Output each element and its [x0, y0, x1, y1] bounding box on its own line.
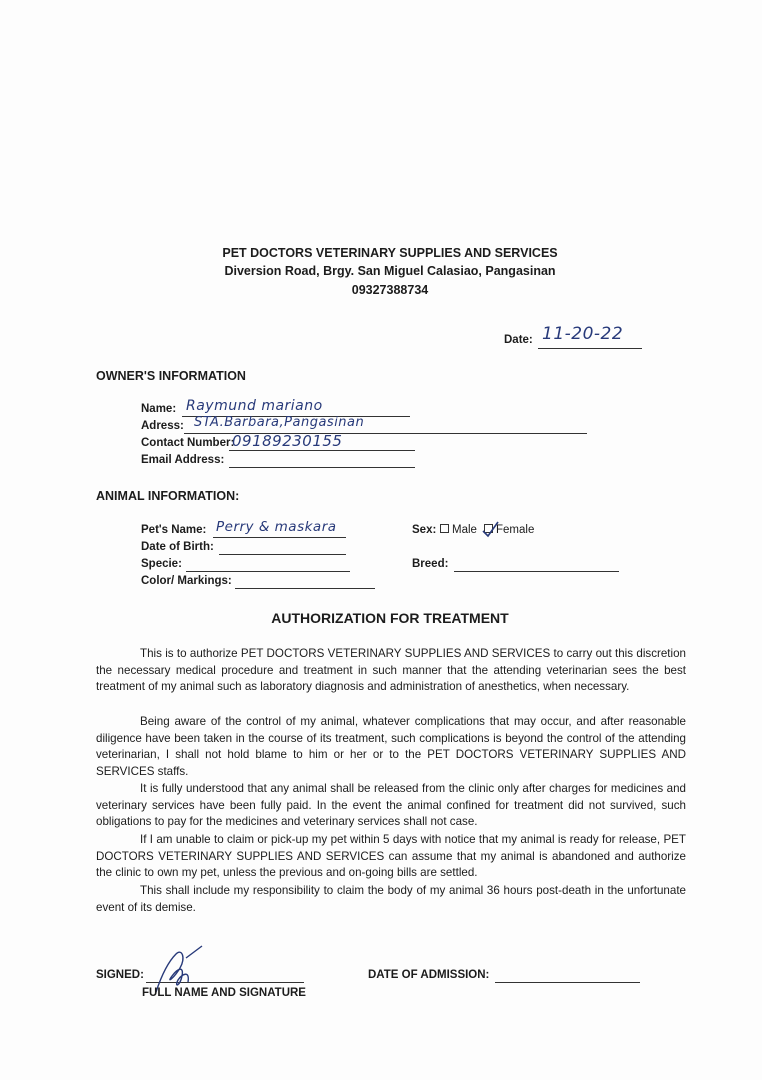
paragraph-3: It is fully understood that any animal shall be released from the clinic only after charges for medicines and veterinary services have been fully paid. In the event the animal confined for treatment did not survived, such obligations to pay for the medicines and veterinary services shall not case. — [96, 782, 686, 829]
specie-label: Specie: — [141, 558, 182, 570]
pet-name-value[interactable]: Perry & maskara — [216, 519, 337, 535]
admission-date-label: DATE OF ADMISSION: — [368, 969, 490, 981]
owner-section-title: OWNER'S INFORMATION — [96, 369, 246, 383]
owner-contact-label: Contact Number: — [141, 437, 235, 449]
male-checkbox[interactable] — [440, 524, 449, 533]
date-label: Date: — [504, 334, 533, 346]
authorization-title: AUTHORIZATION FOR TREATMENT — [271, 610, 509, 626]
color-markings-label: Color/ Markings: — [141, 575, 232, 587]
specie-line[interactable] — [186, 571, 350, 572]
company-name: PET DOCTORS VETERINARY SUPPLIES AND SERVICES — [222, 246, 558, 260]
sex-label: Sex: — [412, 524, 437, 536]
owner-email-line[interactable] — [229, 467, 415, 468]
paragraph-2: Being aware of the control of my animal, whatever complications that may occur, and after reasonable diligence have been taken in the course of its treatment, such complications is beyond the control of the attending veterinarian, I shall not hold blame to him or her or to the PET DOCTORS VETERINARY SUPPLIES AND SERVICES staffs. — [96, 715, 686, 778]
owner-name-value[interactable]: Raymund mariano — [186, 398, 323, 414]
company-phone: 09327388734 — [351, 283, 429, 297]
dob-line[interactable] — [219, 554, 346, 555]
owner-email-label: Email Address: — [141, 454, 225, 466]
owner-contact-value[interactable]: 09189230155 — [232, 432, 343, 450]
pet-name-line — [213, 537, 346, 538]
breed-line[interactable] — [454, 571, 619, 572]
owner-address-value[interactable]: STA.Barbara,Pangasinan — [194, 415, 365, 430]
company-address: Diversion Road, Brgy. San Miguel Calasiao, Pangasinan — [224, 264, 556, 278]
paragraph-1: This is to authorize PET DOCTORS VETERINARY SUPPLIES AND SERVICES to carry out this discretion the necessary medical procedure and treatment in such manner that the attending veterinarian sees the best treatment of my animal such as laboratory diagnosis and administration of anesthetics, when necessary. — [96, 647, 686, 694]
sex-option-male[interactable] — [440, 524, 477, 536]
color-markings-line[interactable] — [235, 588, 375, 589]
female-label: Female — [496, 524, 535, 536]
admission-date-line[interactable] — [495, 982, 640, 983]
owner-contact-line — [229, 450, 415, 451]
pet-name-label: Pet's Name: — [141, 524, 207, 536]
owner-address-label: Adress: — [141, 420, 184, 432]
animal-section-title: ANIMAL INFORMATION: — [96, 489, 240, 503]
signed-label: SIGNED: — [96, 969, 144, 981]
male-label: Male — [452, 524, 477, 536]
owner-name-label: Name: — [141, 403, 177, 415]
signature-caption: FULL NAME AND SIGNATURE — [142, 987, 306, 999]
date-line — [538, 348, 642, 349]
dob-label: Date of Birth: — [141, 541, 214, 553]
breed-label: Breed: — [412, 558, 449, 570]
paragraph-4: If I am unable to claim or pick-up my pet within 5 days with notice that my animal is ready for release, PET DOCTORS VETERINARY SUPPLIES AND SERVICES can assume that my animal is abandoned and authorize the clinic to own my pet, unless the previous and on-going bills are settled. — [96, 833, 686, 880]
date-value[interactable]: 11-20-22 — [542, 324, 624, 344]
paragraph-5: This shall include my responsibility to claim the body of my animal 36 hours post-death in the unfortunate event of its demise. — [96, 884, 686, 914]
female-check-mark-icon — [481, 520, 499, 538]
